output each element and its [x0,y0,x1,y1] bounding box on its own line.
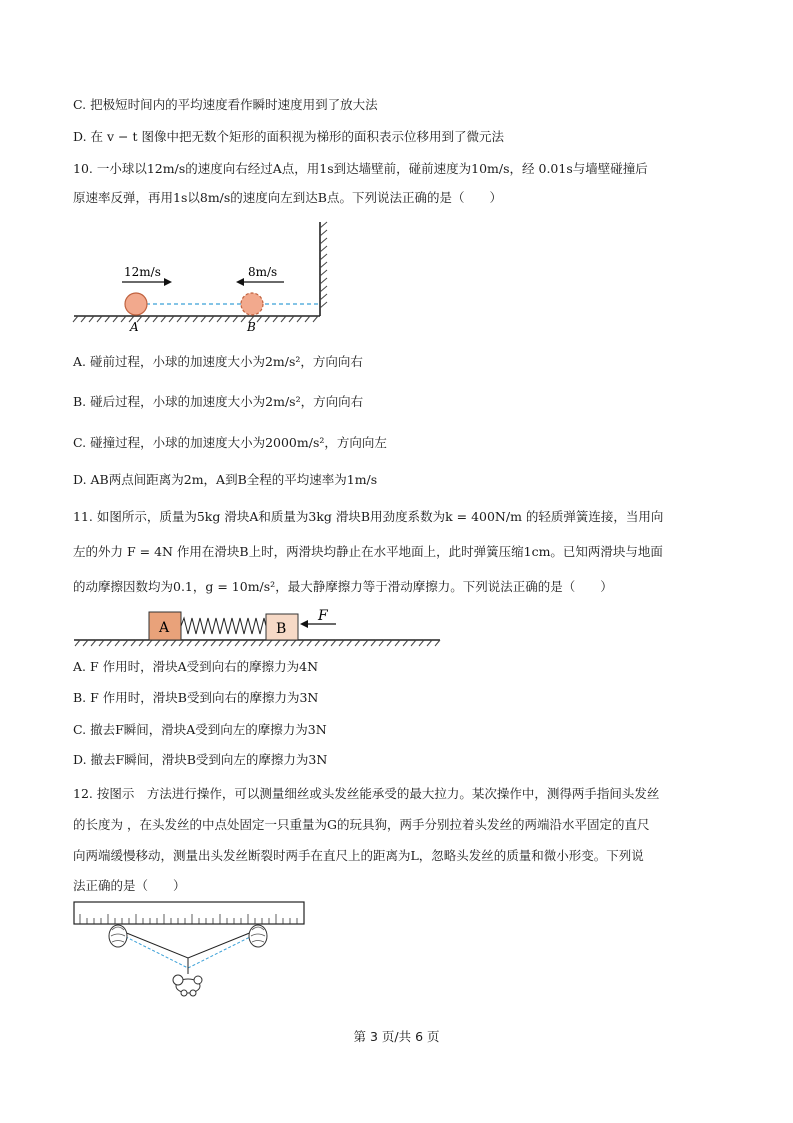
velocity-right-label: 12m/s [124,265,161,279]
q10-option-b: B. 碰后过程，小球的加速度大小为2m/s²，方向向右 [73,394,364,409]
hair-string [124,932,252,958]
q11-option-d: D. 撤去F瞬间，滑块B受到向左的摩擦力为3N [73,752,328,767]
q12-stem-line1: 12. 按图示 方法进行操作，可以测量细丝或头发丝能承受的最大拉力。某次操作中，测得两手指间头发丝 [73,786,660,801]
prev-option-d: D. 在 v − t 图像中把无数个矩形的面积视为梯形的面积表示位移用到了微元法 [73,129,504,144]
ball-a [125,293,147,315]
page-footer: 第 3 页/共 6 页 [353,1029,440,1044]
velocity-left-label: 8m/s [248,265,278,279]
q10-option-d: D. AB两点间距离为2m，A到B全程的平均速率为1m/s [73,472,378,487]
q11-option-a: A. F 作用时，滑块A受到向右的摩擦力为4N [73,659,319,674]
block-a-label: A [159,620,170,636]
spring [181,618,266,634]
ruler [74,902,304,924]
prev-option-c: C. 把极短时间内的平均速度看作瞬时速度用到了放大法 [73,97,378,112]
block-b-label: B [276,621,287,637]
point-a-label: A [130,320,139,334]
q11-stem-line3: 的动摩擦因数均为0.1，g = 10m/s²，最大静摩擦力等于滑动摩擦力。下列说法正确的是（ ） [73,579,613,594]
force-label: F [318,608,328,624]
ball-b [241,293,263,315]
q10-stem-line2: 原速率反弹，再用1s以8m/s的速度向左到达B点。下列说法正确的是（ ） [73,190,502,205]
q12-stem-line3: 向两端缓慢移动，测量出头发丝断裂时两手在直尺上的距离为L，忽略头发丝的质量和微小形变。下列说 [73,848,644,863]
right-hand-icon [249,925,267,947]
q10-figure [72,218,332,338]
q10-option-a: A. 碰前过程，小球的加速度大小为2m/s²，方向向右 [73,354,363,369]
q12-stem-line2: 的长度为 ，在头发丝的中点处固定一只重量为G的玩具狗，两手分别拉着头发丝的两端沿水平固定的直尺 [73,817,650,832]
q11-stem-line1: 11. 如图所示，质量为5kg 滑块A和质量为3kg 滑块B用劲度系数为k = 400N/m 的轻质弹簧连接，当用向 [73,509,664,524]
point-b-label: B [247,320,256,334]
q11-option-b: B. F 作用时，滑块B受到向右的摩擦力为3N [73,690,319,705]
left-hand-icon [109,925,127,947]
toy-dog-icon [173,975,202,996]
q11-option-c: C. 撤去F瞬间，滑块A受到向左的摩擦力为3N [73,722,327,737]
q10-stem-line1: 10. 一小球以12m/s的速度向右经过A点，用1s到达墙壁前，碰前速度为10m/s，经 0.01s与墙壁碰撞后 [73,161,648,176]
q10-option-c: C. 碰撞过程，小球的加速度大小为2000m/s²，方向向左 [73,435,387,450]
q12-figure [72,900,312,1000]
q11-figure [70,608,450,650]
q12-stem-line4: 法正确的是（ ） [73,878,186,893]
q11-stem-line2: 左的外力 F = 4N 作用在滑块B上时，两滑块均静止在水平地面上，此时弹簧压缩1cm。已知两滑块与地面 [73,544,663,559]
